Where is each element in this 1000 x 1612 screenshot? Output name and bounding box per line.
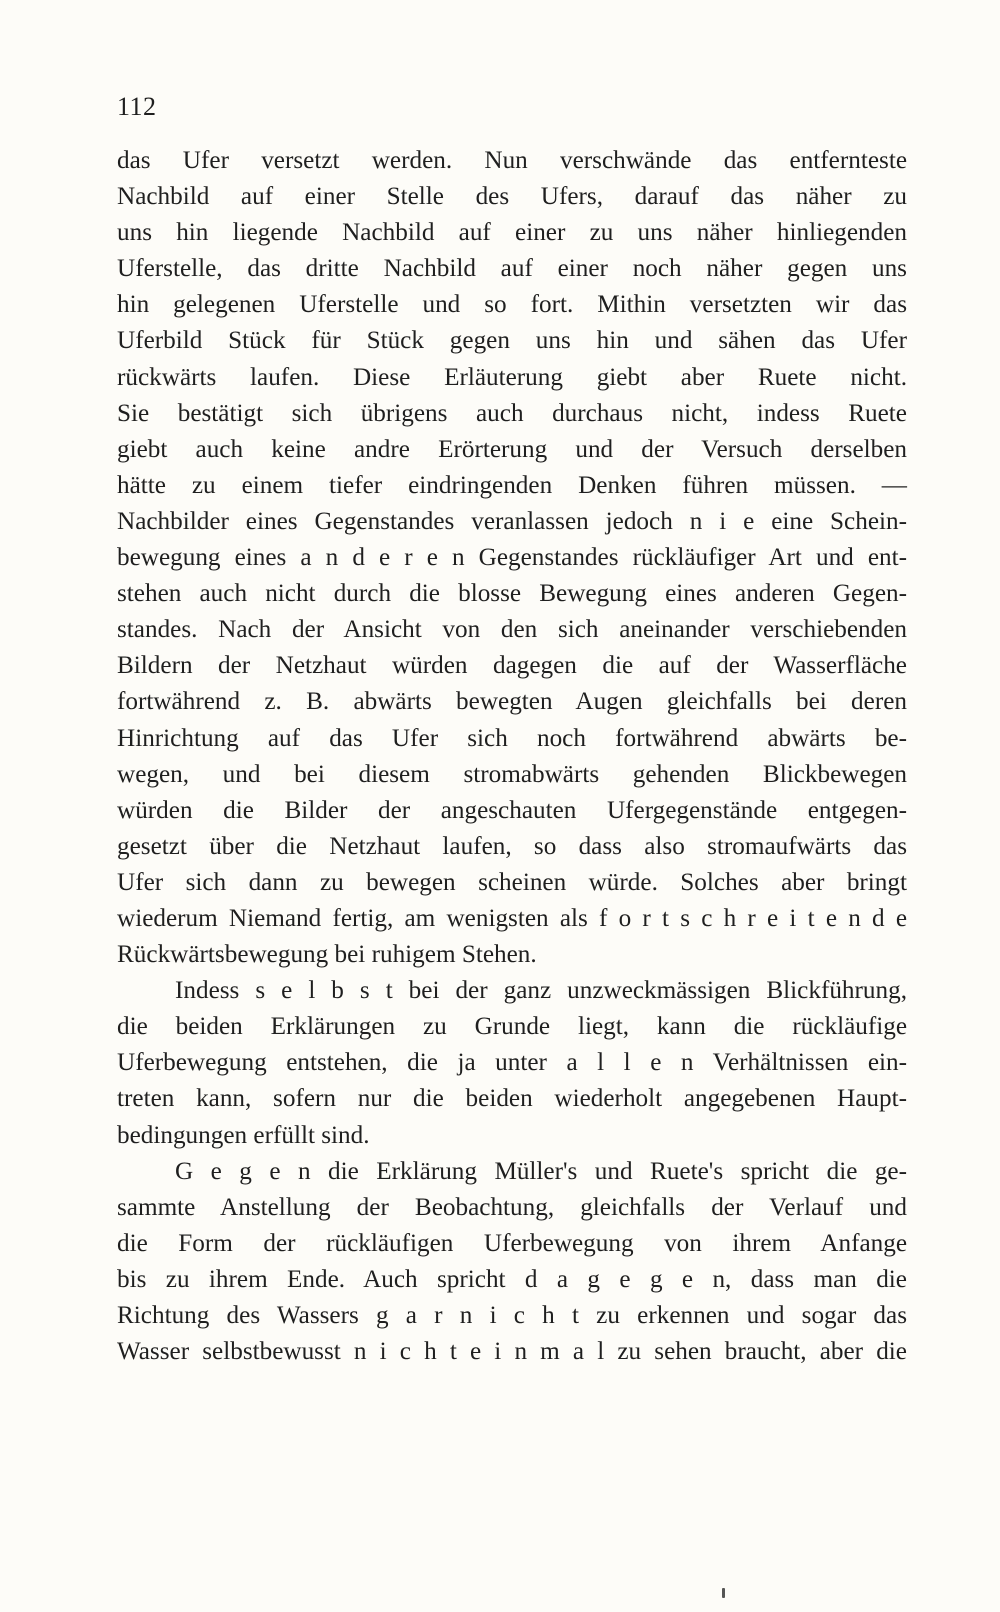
text-line: sammte Anstellung der Beobachtung, gleichfalls der Verlauf und bbox=[117, 1193, 907, 1221]
text-line: giebt auch keine andre Erörterung und der Versuch derselben bbox=[117, 435, 907, 463]
text-line: die Form der rückläufigen Uferbewegung von ihrem Anfange bbox=[117, 1229, 907, 1257]
text-line: stehen auch nicht durch die blosse Bewegung eines anderen Gegen- bbox=[117, 580, 907, 608]
text-line: wegen, und bei diesem stromabwärts gehenden Blickbewegen bbox=[117, 760, 907, 788]
text-line: Wasser selbstbewusst n i c h t e i n m a l zu sehen braucht, aber die bbox=[117, 1338, 907, 1366]
text-line: treten kann, sofern nur die beiden wiederholt angegebenen Haupt- bbox=[117, 1085, 907, 1113]
text-line: wiederum Niemand fertig, am wenigsten als f o r t s c h r e i t e n d e bbox=[117, 904, 907, 932]
text-line: bedingungen erfüllt sind. bbox=[117, 1121, 370, 1149]
text-line: hin gelegenen Uferstelle und so fort. Mithin versetzten wir das bbox=[117, 291, 907, 319]
text-line: das Ufer versetzt werden. Nun verschwände das entfernteste bbox=[117, 147, 907, 174]
text-line: Rückwärtsbewegung bei ruhigem Stehen. bbox=[117, 941, 537, 969]
body-text bbox=[117, 143, 907, 1370]
text-line: Bildern der Netzhaut würden dagegen die auf der Wasserfläche bbox=[117, 652, 907, 680]
text-line: gesetzt über die Netzhaut laufen, so dass also stromaufwärts das bbox=[117, 832, 907, 860]
text-line: Uferbewegung entstehen, die ja unter a l l e n Verhältnissen ein- bbox=[117, 1049, 907, 1077]
text-line: die beiden Erklärungen zu Grunde liegt, kann die rückläufige bbox=[117, 1013, 907, 1041]
text-line: standes. Nach der Ansicht von den sich aneinander verschiebenden bbox=[117, 616, 907, 644]
text-line: Hinrichtung auf das Ufer sich noch fortwährend abwärts be- bbox=[117, 724, 907, 752]
text-line: Richtung des Wassers g a r n i c h t zu erkennen und sogar das bbox=[117, 1302, 907, 1329]
text-line: G e g e n die Erklärung Müller's und Ruete's spricht die ge- bbox=[175, 1157, 907, 1185]
text-line: fortwährend z. B. abwärts bewegten Augen gleichfalls bei deren bbox=[117, 688, 907, 716]
text-line: bis zu ihrem Ende. Auch spricht d a g e g e n, dass man die bbox=[117, 1265, 907, 1293]
text-line: Nachbilder eines Gegenstandes veranlassen jedoch n i e eine Schein- bbox=[117, 507, 907, 535]
text-line: Nachbild auf einer Stelle des Ufers, darauf das näher zu bbox=[117, 183, 907, 211]
text-line: Ufer sich dann zu bewegen scheinen würde. Solches aber bringt bbox=[117, 868, 907, 896]
text-line: uns hin liegende Nachbild auf einer zu uns näher hinliegenden bbox=[117, 219, 907, 247]
text-line: würden die Bilder der angeschauten Ufergegenstände entgegen- bbox=[117, 796, 907, 824]
text-line: Uferbild Stück für Stück gegen uns hin und sähen das Ufer bbox=[117, 327, 907, 355]
text-line: hätte zu einem tiefer eindringenden Denken führen müssen. — bbox=[117, 471, 907, 499]
page-number: 112 bbox=[117, 92, 157, 121]
print-mark bbox=[722, 1588, 725, 1598]
text-line: rückwärts laufen. Diese Erläuterung giebt aber Ruete nicht. bbox=[117, 363, 907, 391]
text-line: Indess s e l b s t bei der ganz unzweckmässigen Blickführung, bbox=[175, 977, 907, 1005]
text-line: Uferstelle, das dritte Nachbild auf einer noch näher gegen uns bbox=[117, 255, 907, 283]
text-line: bewegung eines a n d e r e n Gegenstandes rückläufiger Art und ent- bbox=[117, 544, 907, 572]
text-line: Sie bestätigt sich übrigens auch durchaus nicht, indess Ruete bbox=[117, 399, 907, 427]
